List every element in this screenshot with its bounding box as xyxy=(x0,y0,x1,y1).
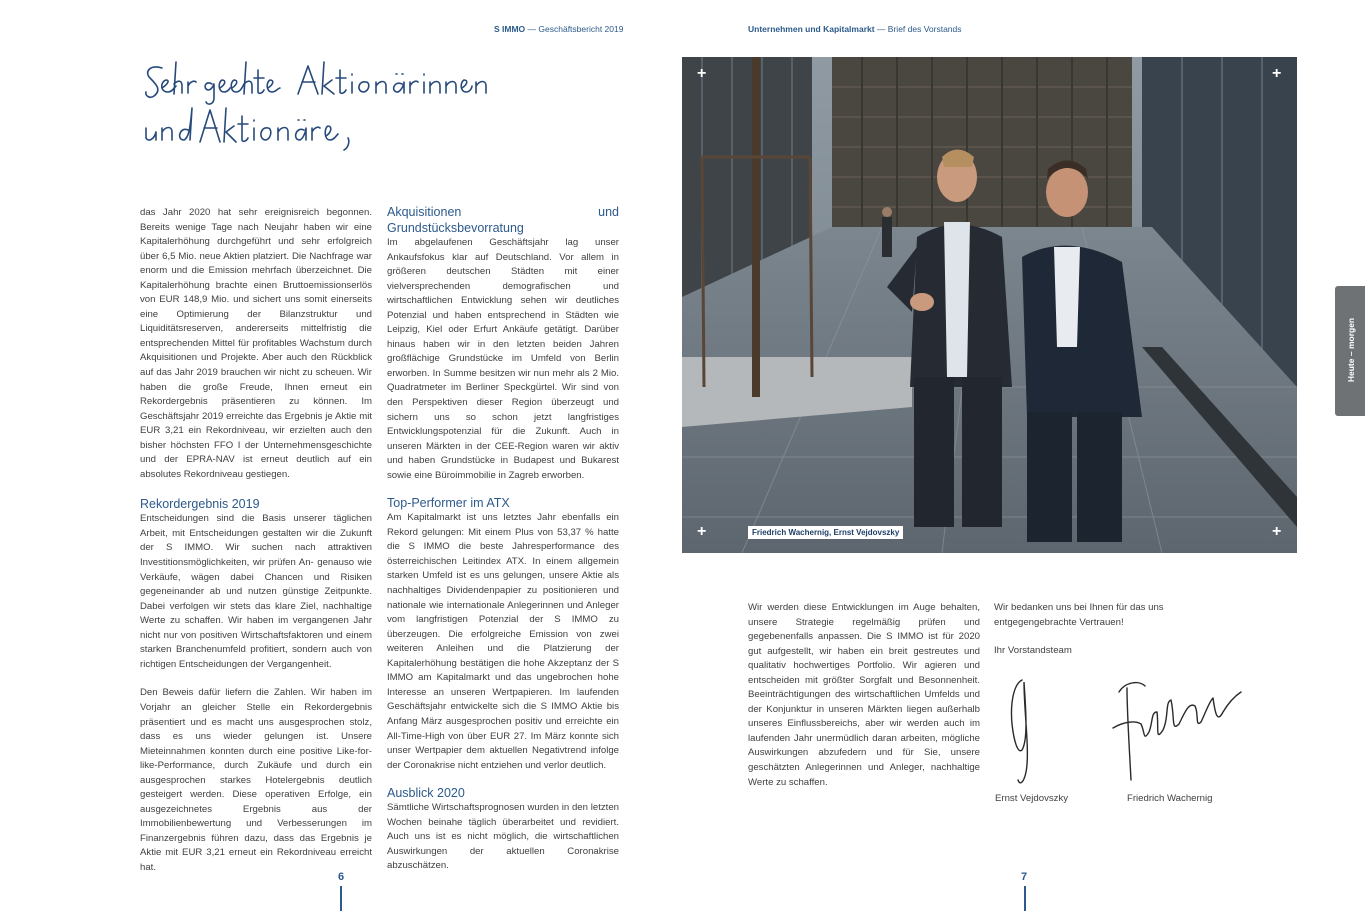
side-tab-label-wrap[interactable] xyxy=(1342,290,1360,410)
header-subsection: — Brief des Vorstands xyxy=(874,24,962,34)
body-paragraph: Entscheidungen sind die Basis unserer täglichen Arbeit, mit Entscheidungen gestalten wir die Zukunft der S IMMO. Wir suchen nach attraktiven Investitionsmöglichkeiten, wir prüfen An- genauso wie Verkäufe, wägen dabei Chancen und Risiken gegeneinander ab und nutzen günstige Zeitpunkte. Dabei verfolgen wir stets das klare Ziel, nachhaltige Werte zu schaffen. Wir haben im vergangenen Jahr nicht nur von positiven Wirtschaftsfaktoren und einem starken Branchenumfeld profitiert, sondern auch von richtigen Entscheidungen der Vergangenheit. xyxy=(140,513,372,670)
header-chapter: Unternehmen und Kapitalmarkt xyxy=(748,24,875,34)
corner-plus-icon: + xyxy=(1272,65,1282,82)
text-column-3 xyxy=(748,601,980,790)
header-brand: S IMMO xyxy=(494,24,526,34)
body-paragraph: Den Beweis dafür liefern die Zahlen. Wir haben im Vorjahr an gleicher Stelle ein Rekordergebnis präsentiert und es macht uns ausgesprochen stolz, dass es uns wieder gelungen ist. Unsere Mieteinnahmen konnten durch eine positive Like-for-like-Performance, durch Zukäufe und durch ein ausgesprochen starkes Hotelergebnis deutlich gesteigert werden. Diese operativen Erfolge, ein ausgezeichnetes Ergebnis aus der Immobilienbewertung und Verbesserungen im Finanzergebnis führen dazu, dass das Ergebnis je Aktie mit EUR 3,21 erneut ein Rekordniveau erreicht hat. xyxy=(140,687,372,873)
photo-caption: Friedrich Wachernig, Ernst Vejdovszky xyxy=(748,526,903,539)
section-heading-rekordergebnis: Rekordergebnis 2019 xyxy=(140,497,260,512)
intro-paragraph: das Jahr 2020 hat sehr ereignisreich begonnen. Bereits wenige Tage nach Neujahr haben wir eine Kapitalerhöhung durchgeführt und sehr erfolgreich über 6,5 Mio. neue Aktien platziert. Die Nachfrage war enorm und die Emission mehrfach überzeichnet. Die Kapitalerhöhung brachte einen Bruttoemissionserlös von EUR 148,9 Mio. und sichert uns somit einerseits eine Optimierung der Bilanzstruktur und Liquiditätsreserven, andererseits mittelfristig die entsprechenden Mittel für profitables Wachstum durch Akquisitionen und Projekte. Aber auch den Rückblick auf das Jahr 2019 brauchen wir nicht zu scheuen. Wir haben die große Freude, Ihnen erneut ein Rekordergebnis präsentieren zu können. Im Geschäftsjahr 2019 erreichte das Ergebnis je Aktie mit EUR 3,21 ein Rekordniveau, wir erzielten auch den bisher höchsten FFO I der Unternehmensgeschichte und der EPRA-NAV ist erneut deutlich auf ein absolutes Rekordniveau gestiegen. xyxy=(140,207,372,480)
page-marker-line xyxy=(1024,886,1026,911)
side-tab-label: Heute – morgen xyxy=(1346,317,1356,383)
photo-illustration xyxy=(682,57,1297,553)
section-heading-top-performer: Top-Performer im ATX xyxy=(387,496,510,511)
running-header-left xyxy=(494,24,623,34)
handwritten-greeting xyxy=(140,58,540,158)
page-number-right: 7 xyxy=(1021,871,1028,883)
running-header-right xyxy=(748,24,962,34)
header-section: — Geschäftsbericht 2019 xyxy=(525,24,624,34)
page-marker-line xyxy=(340,886,342,911)
text-column-2 xyxy=(387,204,619,874)
closing-thanks: Wir bedanken uns bei Ihnen für das uns entgegengebrachte Vertrauen! xyxy=(994,602,1164,628)
signatory-name-right: Friedrich Wachernig xyxy=(1127,793,1213,804)
body-paragraph: Wir werden diese Entwicklungen im Auge behalten, unsere Strategie regelmäßig prüfen und gegebenenfalls anpassen. Die S IMMO ist für 2020 gut aufgestellt, wir haben ein breit gestreutes und qualitativ hochwertiges Portfolio. Wir agieren und entscheiden mit größter Sorgfalt und Besonnenheit. Beeinträchtigungen des wirtschaftlichen Umfelds und der Konjunktur in unseren Märkten liegen außerhalb unseres Einflussbereichs, aber wir werden auch im laufenden Jahr unermüdlich daran arbeiten, mögliche Auswirkungen abzufedern und für Sie, unsere geschätzten Anlegerinnen und Anleger, nachhaltige Werte zu schaffen. xyxy=(748,602,980,788)
page-number-left: 6 xyxy=(338,871,345,883)
closing-signoff: Ihr Vorstandsteam xyxy=(994,645,1072,657)
body-paragraph: Im abgelaufenen Geschäftsjahr lag unser Ankaufsfokus klar auf Deutschland. Vor allem in größeren deutschen Städten mit einer vielversprechenden demografischen und wirtschaftlichen Entwicklung sehen wir deutliches Potenzial und haben entsprechend in Städten wie Leipzig, Kiel oder Erfurt Ankäufe getätigt. Darüber hinaus haben wir in den letzten beiden Jahren großflächige Grundstücke im Umfeld von Berlin erworben. In Summe besitzen wir nun mehr als 2 Mio. Quadratmeter im Berliner Speckgürtel. Wir sind von den Perspektiven dieser Region überzeugt und sichern uns so schon jetzt langfristiges Entwicklungspotenzial für die Zukunft. Auch in unseren Märkten in der CEE-Region waren wir aktiv und haben Grundstücke in Budapest und Bukarest sowie eine Büroimmobilie in Zagreb erworben. xyxy=(387,237,619,481)
section-heading-akquisitionen: Akquisitionen und Grundstücksbevorratung xyxy=(387,205,619,235)
signature-wachernig xyxy=(1105,672,1245,790)
body-paragraph: Sämtliche Wirtschaftsprognosen wurden in den letzten Wochen beinahe täglich überarbeitet und revidiert. Auch uns ist es nicht möglich, die wirtschaftlichen Auswirkungen der aktuellen Coronakrise abzuschätzen. xyxy=(387,802,619,872)
section-heading-ausblick: Ausblick 2020 xyxy=(387,786,465,801)
text-column-1 xyxy=(140,206,372,876)
signatory-name-left: Ernst Vejdovszky xyxy=(995,793,1069,804)
corner-plus-icon: + xyxy=(697,523,707,540)
executives-photo xyxy=(682,57,1297,553)
signature-vejdovszky xyxy=(1000,672,1050,790)
text-column-4 xyxy=(994,601,1226,659)
body-paragraph: Am Kapitalmarkt ist uns letztes Jahr ebenfalls ein Rekord gelungen: Mit einem Plus von 53,37 % hatte die S IMMO die beste Jahresperformance des österreichischen Leitindex ATX. In einem allgemein starken Umfeld ist es uns gelungen, unsere Aktie als nachhaltiges Dividendenpapier zu positionieren und nationale wie internationale Anlegerinnen und Anleger vom langfristigen Potenzial der S IMMO zu überzeugen. Die erfolgreiche Emission von zwei weiteren Anleihen und die Platzierung der Kapitalerhöhung bestätigen die hohe Akzeptanz der S IMMO am Kapitalmarkt und das ungebrochen hohe Interesse an unseren Wertpapieren. Im laufenden Geschäftsjahr entwickelte sich die S IMMO Aktie bis Anfang März ausgesprochen positiv und erreichte ein All-Time-High von über EUR 27. Im März konnte sich unser Wertpapier dem aktuellen Negativtrend infolge der Coronakrise nicht entziehen und verlor deutlich. xyxy=(387,512,619,771)
corner-plus-icon: + xyxy=(1272,523,1282,540)
corner-plus-icon: + xyxy=(697,65,707,82)
